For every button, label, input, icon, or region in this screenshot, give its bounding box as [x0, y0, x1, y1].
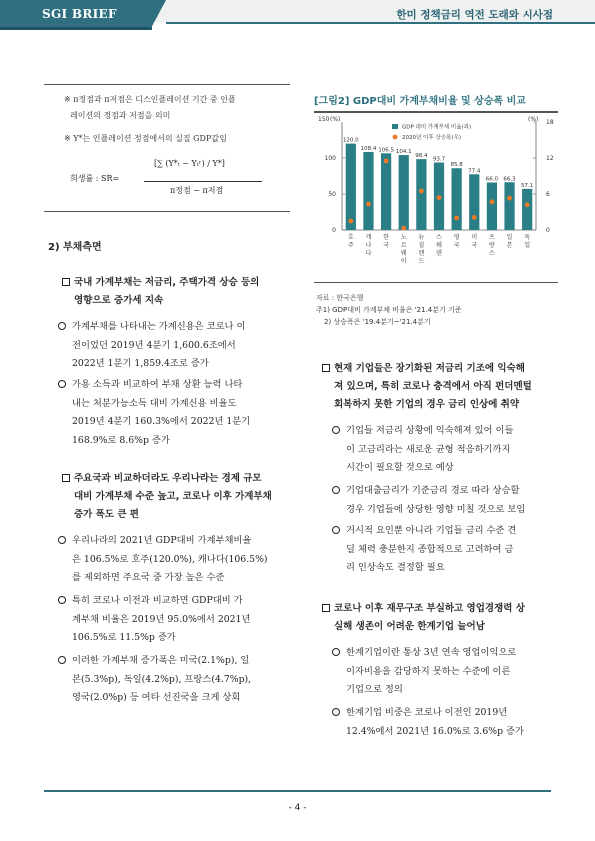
topic-heading-2-line2: 대비 가계부채 수준 높고, 코로나 이후 가계부채 [74, 491, 272, 502]
item-line: 내는 처분가능소득 대비 가계신용 비율도 [72, 397, 237, 409]
topic-heading-4-line2: 실해 생존이 어려운 한계기업 늘어남 [334, 621, 485, 632]
increase-dot [366, 202, 371, 207]
category-label-char: 국 [453, 242, 460, 249]
item-line: 가계부채를 나타내는 가계신용은 코로나 이 [72, 321, 246, 332]
legend-dot-label: 2020년 이후 상승폭(우) [402, 135, 461, 141]
increase-dot [472, 215, 477, 220]
formula-note-2: 레이션의 정점과 저점을 의미 [70, 111, 171, 120]
category-label-char: 스 [488, 250, 495, 257]
category-label-char: 노 [400, 234, 407, 241]
category-label-char: 한 [383, 234, 390, 241]
formula-numerator: [∑ (Y*ₜ − Yₜʳ) / Y*] [154, 159, 225, 168]
category-label-char: 다 [365, 250, 372, 257]
topic-heading-3 [322, 360, 532, 414]
left-tick-label: 100 [324, 155, 336, 162]
square-bullet-icon [322, 364, 330, 372]
formula-fraction-bar [144, 181, 262, 182]
item-line: 이자비용을 감당하지 못하는 수준에 이른 [346, 665, 511, 677]
category-label-char: 일 [524, 242, 531, 249]
list-item [346, 422, 556, 478]
bar-value-label: 108.4 [360, 145, 377, 152]
item-line: 2022년 1분기 1,859.4조로 증가 [72, 358, 209, 369]
topic-heading-2-line3: 증가 폭도 큰 편 [74, 509, 139, 520]
item-line: 한계기업 비중은 코로나 이전인 2019년 [346, 707, 508, 718]
category-label-char: 프 [488, 234, 495, 241]
increase-dot [401, 226, 406, 231]
item-line: 거시적 요인뿐 아니라 기업들 금리 수준 견 [346, 525, 517, 536]
item-line: 계부채 비율은 2019년 95.0%에서 2021년 [72, 613, 251, 625]
bar [522, 189, 532, 230]
figure-bottom-rule [314, 282, 558, 283]
topic-heading-1-line2: 영향으로 증가세 지속 [74, 295, 164, 306]
topic-heading-3-line3: 회복하지 못한 기업의 경우 금리 인상에 취약 [334, 399, 520, 410]
circle-bullet-icon [332, 486, 340, 494]
bar-value-label: 98.4 [415, 153, 428, 160]
item-line: 가용 소득과 비교하여 부채 상환 능력 나타 [72, 379, 243, 390]
topic-heading-3-line1: 현재 기업들은 장기화된 저금리 기조에 익숙해 [334, 363, 525, 374]
brand-label: SGI BRIEF [42, 7, 117, 21]
formula-label: 희생률 : SR= [70, 174, 120, 183]
figure-title: [그림2] GDP대비 가계부채비율 및 상승폭 비교 [314, 96, 526, 107]
bar-value-label: 66.0 [485, 176, 499, 183]
bar-value-label: 106.5 [378, 147, 394, 154]
category-label-char: 국 [471, 242, 478, 249]
list-item [72, 318, 288, 374]
bar-value-label: 104.1 [395, 149, 412, 156]
square-bullet-icon [62, 278, 70, 286]
square-bullet-icon [322, 604, 330, 612]
category-label-char: 랜 [418, 250, 425, 257]
bar-value-label: 93.7 [432, 156, 446, 163]
item-line: 기업으로 정의 [346, 684, 403, 695]
formula-box [44, 84, 290, 212]
footer-rule [44, 790, 551, 792]
right-tick-label: 12 [546, 155, 554, 162]
figure-source [316, 292, 462, 328]
category-label-char: 독 [524, 234, 531, 241]
topic-heading-1-line1: 국내 가계부채는 저금리, 주택가격 상승 등의 [74, 277, 260, 288]
topic-heading-1 [62, 274, 259, 310]
list-item [346, 522, 556, 578]
right-tick-label: 6 [546, 191, 550, 198]
item-line: 한계기업이란 통상 3년 연속 영업이익으로 [346, 647, 517, 658]
category-label-char: 르 [400, 242, 407, 249]
category-label-char: 웨 [436, 242, 442, 249]
bar [416, 159, 426, 230]
item-line: 2019년 4분기 160.3%에서 2022년 1분기 [72, 416, 251, 427]
category-label-char: 이 [400, 258, 407, 265]
bar [504, 182, 514, 230]
note-line-1: 주1) GDP대비 가계부채 비율은 '21.4분기 기준 [316, 306, 462, 314]
topic-heading-3-line2: 져 있으며, 특히 코로나 충격에서 아직 펀더멘털 [334, 381, 532, 392]
bar-value-label: 57.1 [521, 182, 534, 189]
header-rule [166, 22, 595, 24]
increase-dot [507, 196, 512, 201]
right-tick-label: 18 [546, 119, 554, 126]
bar [381, 153, 391, 230]
item-line: 우리나라의 2021년 GDP대비 가계부채비율 [72, 535, 252, 546]
bar [399, 155, 409, 230]
item-line: 168.9%로 8.6%p 증가 [72, 434, 170, 446]
right-tick-label: 0 [546, 227, 550, 234]
bar [346, 144, 356, 230]
increase-dot [525, 202, 530, 207]
category-label-char: 영 [453, 234, 460, 241]
left-axis-unit: (%) [330, 116, 341, 123]
item-line: 기업대출금리가 기준금리 경로 따라 상승할 [346, 485, 520, 496]
left-axis-value-label: 150 [318, 116, 330, 123]
legend-bar-swatch [392, 124, 398, 129]
document-title: 한미 정책금리 역전 도래와 시사점 [396, 9, 553, 21]
bar-value-label: 66.3 [503, 176, 516, 183]
increase-dot [454, 216, 459, 221]
item-line: 106.5%로 11.5%p 증가 [72, 632, 176, 643]
topic-heading-4-line1: 코로나 이후 재무구조 부실하고 영업경쟁력 상 [334, 603, 525, 614]
circle-bullet-icon [332, 526, 340, 534]
list-item [346, 644, 556, 700]
circle-bullet-icon [58, 322, 66, 330]
bar-value-label: 77.4 [468, 168, 481, 175]
item-line: 이 고금리라는 새로운 균형 적응하기까지 [346, 443, 511, 455]
page-number: - 4 - [288, 803, 307, 813]
category-label-char: 나 [365, 242, 372, 249]
item-line: 리 인상속도 결정할 필요 [346, 562, 445, 573]
item-line: 시간이 필요할 것으로 예상 [346, 462, 454, 473]
item-line: 기업들 저금리 상황에 익숙해져 있어 이들 [346, 425, 514, 436]
circle-bullet-icon [58, 536, 66, 544]
item-line: 은 106.5%로 호주(120.0%), 캐나다(106.5%) [72, 553, 268, 565]
list-item [72, 376, 288, 450]
list-item [72, 652, 288, 708]
increase-dot [348, 219, 353, 224]
circle-bullet-icon [332, 648, 340, 656]
formula-denominator: π정점 − π저점 [170, 186, 224, 195]
source-line: 자료 : 한국은행 [316, 294, 364, 302]
left-tick-label: 50 [328, 191, 336, 198]
formula-note-3: ※ Y*는 인플레이션 정점에서의 실질 GDP값임 [64, 134, 227, 143]
formula-note-1: ※ π정점과 π저점은 디스인플레이션 기간 중 인플 [64, 95, 236, 104]
legend-dot-swatch [393, 135, 398, 140]
increase-dot [490, 199, 495, 204]
bar-value-label: 120.0 [342, 137, 359, 144]
category-label-char: 랑 [488, 242, 495, 249]
sacrifice-ratio-formula [52, 157, 288, 207]
topic-heading-2 [62, 470, 272, 524]
section-title: 2) 부채측면 [48, 242, 102, 253]
category-label-char: 호 [347, 234, 354, 241]
item-line: 본(5.3%p), 독일(4.2%p), 프랑스(4.7%p), [72, 673, 252, 685]
increase-dot [437, 195, 442, 200]
item-line: 특히 코로나 이전과 비교하면 GDP대비 가 [72, 595, 243, 606]
list-item [72, 592, 288, 648]
category-label-char: 일 [506, 234, 513, 241]
bar-value-label: 85.8 [450, 162, 463, 169]
circle-bullet-icon [332, 708, 340, 716]
left-tick-label: 0 [332, 227, 336, 234]
category-label-char: 드 [418, 258, 425, 265]
item-line: 를 제외하면 주요국 중 가장 높은 수준 [72, 572, 225, 583]
legend-bar-label: GDP 대비 가계부채 비율(좌) [402, 124, 472, 131]
bar [469, 174, 479, 230]
increase-dot [419, 189, 424, 194]
square-bullet-icon [62, 474, 70, 482]
item-line: 이러한 가계부채 증가폭은 미국(2.1%p), 일 [72, 655, 250, 666]
item-line: 전이었던 2019년 4분기 1,600.6조에서 [72, 339, 236, 351]
household-debt-chart [314, 112, 558, 282]
circle-bullet-icon [58, 380, 66, 388]
item-line: 딜 체력 충분한지 종합적으로 고려하여 금 [346, 543, 514, 555]
list-item [346, 704, 556, 741]
bar [452, 168, 462, 230]
bar [487, 182, 497, 230]
category-label-char: 국 [383, 242, 390, 249]
circle-bullet-icon [332, 426, 340, 434]
circle-bullet-icon [58, 656, 66, 664]
category-label-char: 덴 [436, 250, 442, 257]
topic-heading-2-line1: 주요국과 비교하더라도 우리나라는 경제 규모 [74, 473, 262, 484]
category-label-char: 본 [506, 242, 513, 249]
item-line: 영국(2.0%p) 등 여타 선진국을 크게 상회 [72, 692, 241, 703]
list-item [72, 532, 288, 588]
item-line: 경우 기업들에 상당한 영향 미칠 것으로 보임 [346, 503, 526, 515]
category-label-char: 미 [471, 234, 478, 241]
category-label-char: 웨 [400, 250, 407, 257]
circle-bullet-icon [58, 596, 66, 604]
increase-dot [384, 159, 389, 164]
category-label-char: 캐 [365, 234, 372, 241]
category-label-char: 스 [436, 234, 442, 241]
bar [363, 152, 373, 230]
list-item [346, 482, 556, 519]
topic-heading-4 [322, 600, 525, 636]
item-line: 12.4%에서 2021년 16.0%로 3.6%p 증가 [346, 725, 525, 737]
brand-tab-notch [150, 0, 166, 30]
right-axis-unit: (%) [528, 116, 539, 123]
category-label-char: 주 [347, 242, 354, 249]
category-label-char: 질 [418, 242, 425, 249]
category-label-char: 뉴 [418, 234, 425, 241]
note-line-2: 2) 상승폭은 '19.4분기~'21.4분기 [324, 318, 431, 326]
